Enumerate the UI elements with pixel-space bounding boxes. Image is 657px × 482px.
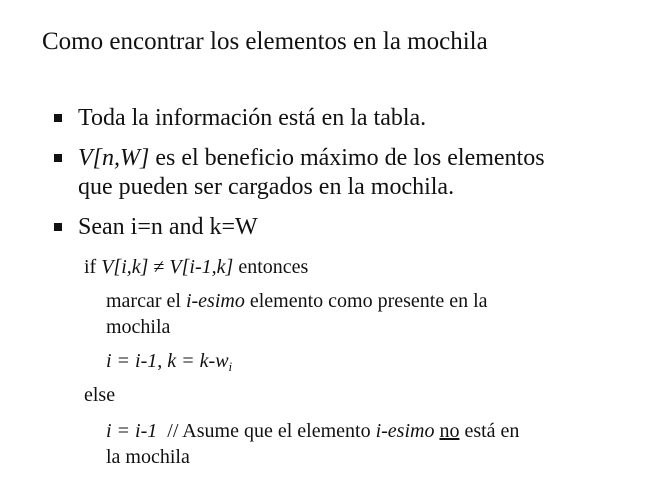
subscript: i xyxy=(228,359,233,374)
not-equal-symbol: ≠ xyxy=(148,256,170,278)
formula-term: V[i,k] xyxy=(101,256,149,278)
slide-title: Como encontrar los elementos en la mochila xyxy=(42,28,488,55)
bullet-text: que pueden ser cargados en la mochila. xyxy=(78,174,455,200)
underlined-text: no xyxy=(439,420,460,442)
algo-assign-line: i = i-1, $k = k-w_i$ xyxy=(106,350,233,374)
formula-var: V[n,W] xyxy=(78,145,150,171)
algo-comment-line-2: la mochila xyxy=(106,446,190,468)
bullet-text xyxy=(78,143,545,173)
algo-mark-line-2: mochila xyxy=(106,316,171,338)
algo-mark-line: marcar el i-esimo elemento como presente en la xyxy=(106,290,488,312)
then-keyword: entonces xyxy=(233,256,309,278)
emphasis: i-esimo xyxy=(375,420,435,442)
algo-if-line xyxy=(84,254,308,280)
emphasis: i-esimo xyxy=(185,290,245,312)
formula-term: i = i-1 xyxy=(106,420,158,442)
bullet-text: Toda la información está en la tabla. xyxy=(78,105,427,131)
square-bullet-icon xyxy=(54,154,62,162)
square-bullet-icon xyxy=(54,114,62,122)
formula-term: V[i-1,k] xyxy=(169,256,234,278)
algo-else-line xyxy=(84,382,115,408)
formula-term: k = k-w xyxy=(167,350,229,372)
square-bullet-icon xyxy=(54,223,62,231)
algo-else-assign-line: i = i-1 // Asume que el elemento i-esimo no está en xyxy=(106,420,520,442)
bullet-text-rest: es el beneficio máximo de los elementos xyxy=(149,145,545,171)
bullet-text: Sean i=n and k=W xyxy=(78,214,258,240)
comment-text: // Asume que el elemento xyxy=(157,420,376,442)
formula-term: i = i-1 xyxy=(106,350,158,372)
if-keyword: if xyxy=(84,256,102,278)
else-keyword: else xyxy=(84,384,116,406)
